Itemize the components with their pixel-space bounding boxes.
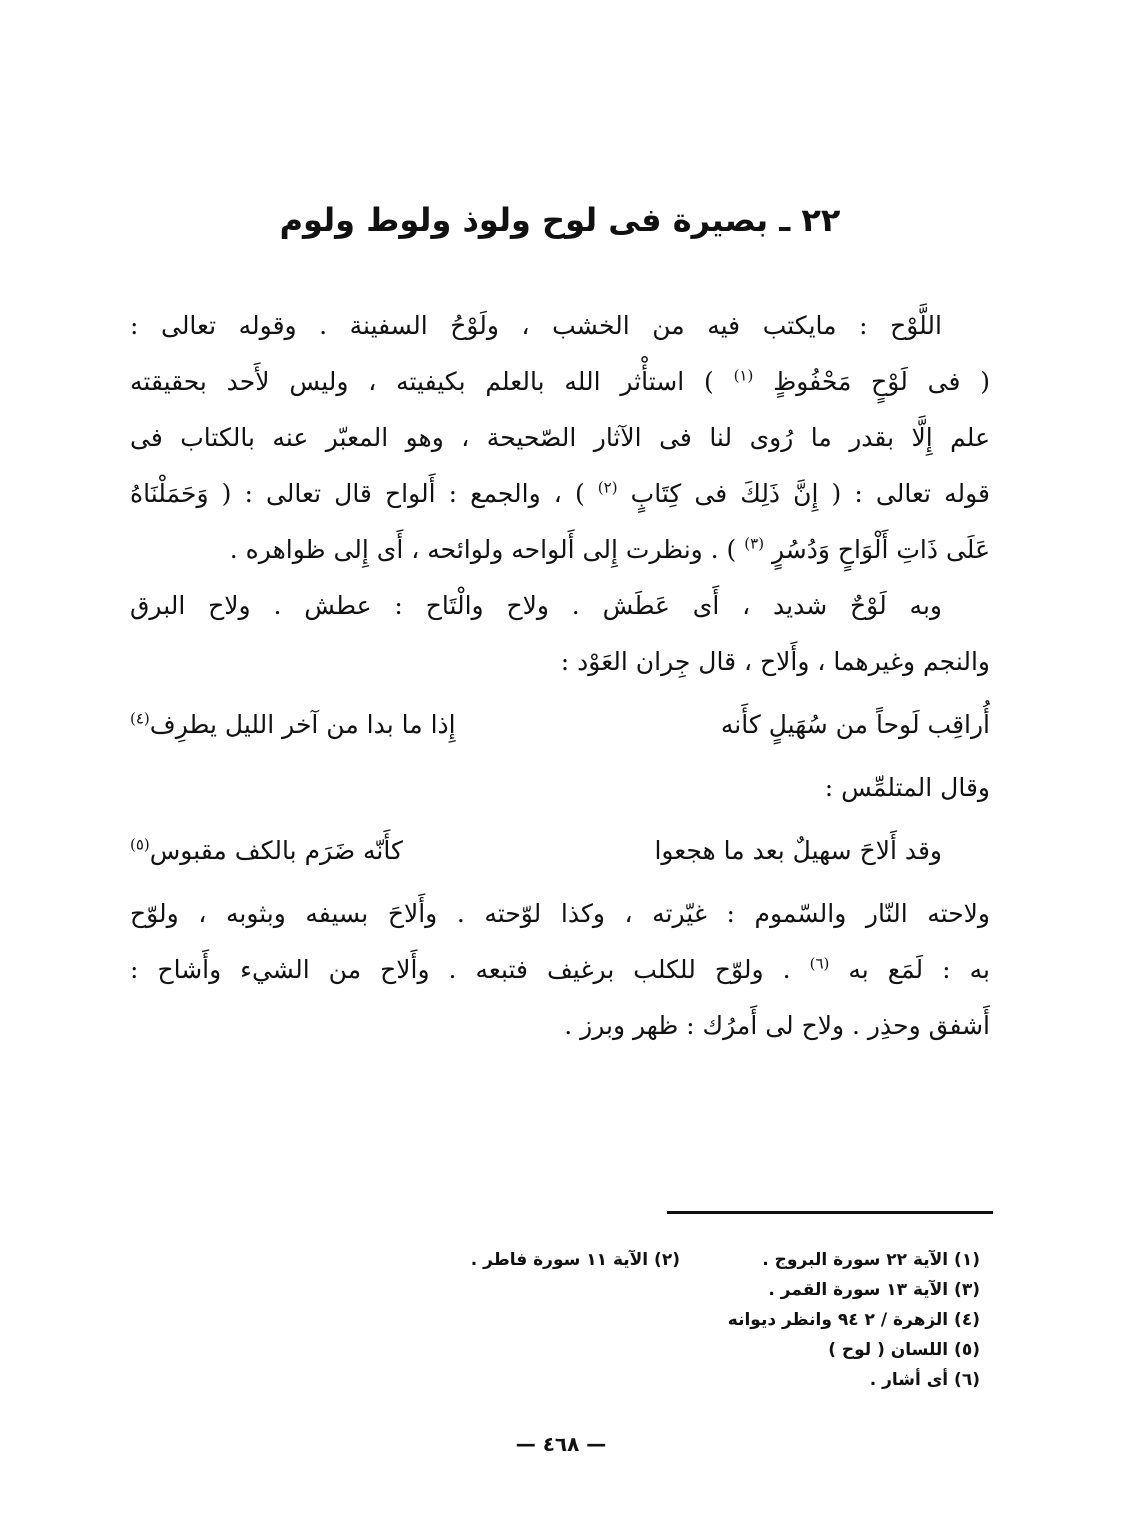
text-line xyxy=(130,410,990,466)
text-line xyxy=(130,298,990,354)
section-heading: ٢٢ ـ بصيرة فى لوح ولوذ ولوط ولوم xyxy=(279,201,841,239)
text-span: ) استأْثر الله بالعلم بكيفيته ، وليس لأَحد بحقيقته xyxy=(130,367,714,396)
footnote-row xyxy=(300,1275,980,1305)
text-line xyxy=(130,466,990,522)
footnote-marker: (٣) xyxy=(744,534,765,553)
footnote: (١) الآية ٢٢ سورة البروج . xyxy=(762,1250,980,1270)
text-line xyxy=(130,522,990,578)
text-span: ولاحته النّار والسّموم : غيّرته ، وكذا لوّحته . وأَلاحَ بسيفه وبثوبه ، ولوّح xyxy=(130,899,990,928)
text-span: والنجم وغيرهما ، وأَلاح ، قال جِران العَوْد : xyxy=(560,647,990,676)
verse-second-hemistich xyxy=(130,816,403,886)
text-span: إِذا ما بدا من آخر الليل يطرِف xyxy=(149,710,456,739)
page-number: — ٤٦٨ — xyxy=(515,1432,607,1456)
text-line xyxy=(130,998,990,1054)
footnote: (٤) الزهرة / ٢ ٩٤ وانظر ديوانه xyxy=(727,1310,980,1330)
footnote: (٣) الآية ١٣ سورة القمر . xyxy=(768,1280,980,1300)
footnote-row xyxy=(300,1335,980,1365)
text-span: كأَنّه ضَرَم بالكف مقبوس xyxy=(149,836,403,865)
poem-verse xyxy=(130,690,990,760)
text-span: اللَّوْح : مايكتب فيه من الخشب ، ولَوْحُ السفينة . وقوله تعالى : xyxy=(130,311,942,340)
text-line xyxy=(130,354,990,410)
text-span: . ولوّح للكلب برغيف فتبعه . وأَلاح من الشيء وأَشاح : xyxy=(130,955,791,984)
text-span: ) . ونظرت إِلى أَلواحه ولوائحه ، أَى إِلى ظواهره . xyxy=(229,535,737,564)
footnote-row xyxy=(300,1245,980,1275)
text-line xyxy=(130,634,990,690)
footnote-marker: (١) xyxy=(733,366,754,385)
footnote-row xyxy=(300,1305,980,1335)
verse-first-hemistich: وقد أَلاحَ سهيلٌ بعد ما هجعوا xyxy=(654,836,942,865)
text-line xyxy=(130,942,990,998)
text-span: قوله تعالى : ( إِنَّ ذَلِكَ فى كِتَابٍ xyxy=(630,479,990,508)
verse-second-hemistich xyxy=(130,690,456,760)
footnote-row xyxy=(300,1365,980,1395)
text-span: أَشفق وحذِر . ولاح لى أَمرُك : ظهر وبرز . xyxy=(564,1011,990,1040)
footnote-marker: (٢) xyxy=(597,478,618,497)
footnotes xyxy=(300,1245,980,1395)
text-line xyxy=(130,578,990,634)
poem-verse xyxy=(130,816,990,886)
footnote: (٥) اللسان ( لوح ) xyxy=(828,1340,980,1360)
text-span: عَلَى ذَاتِ أَلْوَاحٍ وَدُسُرٍ xyxy=(772,535,990,564)
body-text xyxy=(130,298,990,1054)
text-line xyxy=(130,760,990,816)
footnote: (٦) أى أشار . xyxy=(869,1370,980,1390)
footnote-marker: (٦) xyxy=(809,954,830,973)
footnote-separator xyxy=(667,1211,993,1214)
text-span: ) ، والجمع : أَلواح قال تعالى : ( وَحَمَلْنَاهُ xyxy=(130,479,585,508)
text-span: وبه لَوْحٌ شديد ، أَى عَطَش . ولاح والْتَاح : عطش . ولاح البرق xyxy=(130,591,942,620)
text-span: وقال المتلمِّس : xyxy=(824,773,990,802)
footnote: (٢) الآية ١١ سورة فاطر . xyxy=(470,1250,680,1270)
footnote-marker: (٥) xyxy=(130,835,150,854)
verse-first-hemistich: أُراقِب لَوحاً من سُهَيلٍ كأَنه xyxy=(720,710,990,739)
text-span: به : لَمَع به xyxy=(848,955,990,984)
text-span: علم إِلَّا بقدر ما رُوى لنا فى الآثار الصّحيحة ، وهو المعبّر عنه بالكتاب فى xyxy=(130,423,990,452)
text-line xyxy=(130,886,990,942)
footnote-marker: (٤) xyxy=(130,709,150,728)
text-span: ( فى لَوْحٍ مَحْفُوظٍ xyxy=(773,367,990,396)
